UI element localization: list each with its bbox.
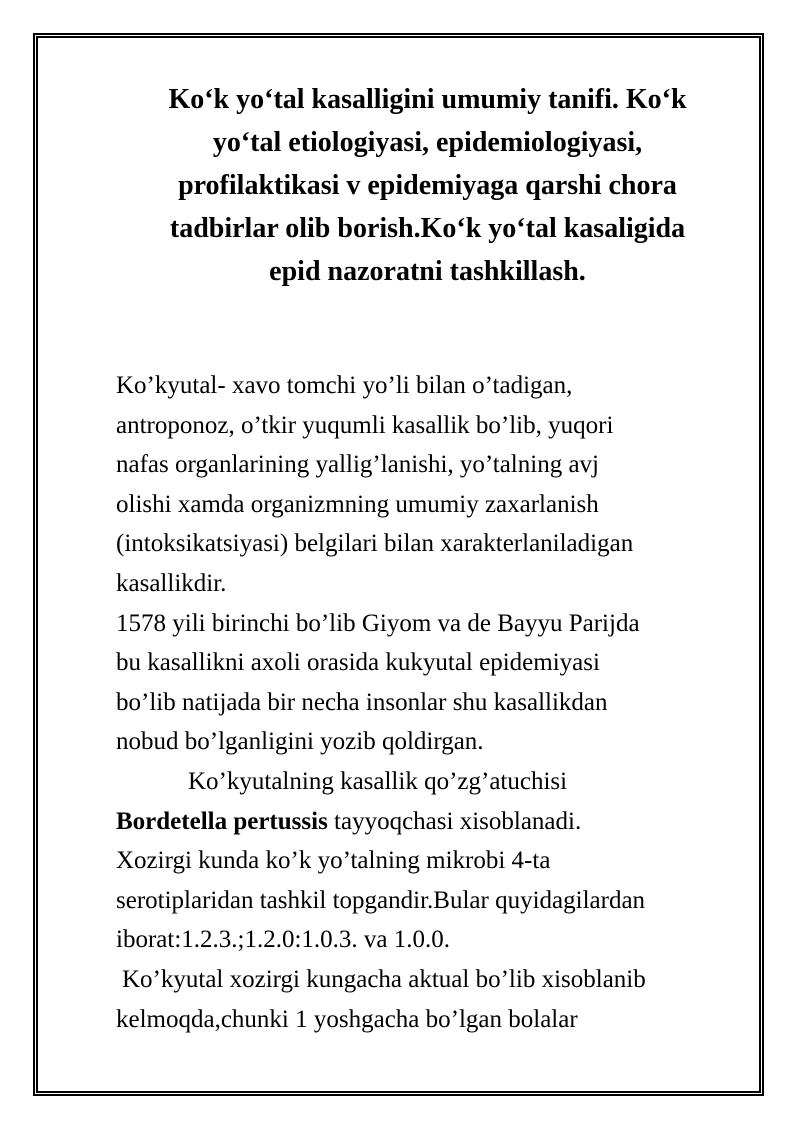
body-line: kasallikdir. [116,569,227,597]
title-line: tadbirlar olib borish.Ko‘k yo‘tal kasaligida [169,213,686,244]
body-line: bo’lib natijada bir necha insonlar shu kasallikdan [116,688,608,716]
body-line: nafas organlarining yallig’lanishi, yo’talning avj [116,451,599,479]
bold-term-rest: tayyoqchasi xisoblanadi. [327,807,582,835]
title-line: epid nazoratni tashkillash. [269,256,586,287]
body-line-bold-term [116,802,756,842]
document-title [115,78,740,293]
bold-term: Bordetella pertussis [116,807,328,835]
body-line: kelmoqda,chunki 1 yoshgacha bo’lgan bolalar [116,1005,578,1033]
document-body [116,366,756,1039]
body-line: nobud bo’lganligini yozib qoldirgan. [116,728,484,756]
body-line: olishi xamda organizmning umumiy zaxarlanish [116,490,599,518]
body-line: Xozirgi kunda ko’k yo’talning mikrobi 4-ta [116,847,551,875]
body-line: Ko’kyutalning kasallik qo’zg’atuchisi [188,767,568,795]
title-line: Ko‘k yo‘tal kasalligini umumiy tanifi. Ko‘k [168,84,687,115]
body-line: Ko’kyutal xozirgi kungacha aktual bo’lib xisoblanib [122,965,646,993]
title-line: profilaktikasi v epidemiyaga qarshi chora [178,170,677,201]
title-line: yo‘tal etiologiyasi, epidemiologiyasi, [212,127,643,158]
body-line: Ko’kyutal- xavo tomchi yo’li bilan o’tadigan, [116,372,573,399]
body-line: (intoksikatsiyasi) belgilari bilan xarakterlaniladigan [116,530,634,558]
body-line: serotiplaridan tashkil topgandir.Bular quyidagilardan [116,886,646,914]
body-line: iborat:1.2.3.;1.2.0:1.0.3. va 1.0.0. [116,926,450,954]
body-line: 1578 yili birinchi bo’lib Giyom va de Bayyu Parijda [116,609,640,637]
body-line: antroponoz, o’tkir yuqumli kasallik bo’lib, yuqori [116,411,614,439]
body-line: bu kasallikni axoli orasida kukyutal epidemiyasi [116,649,600,677]
